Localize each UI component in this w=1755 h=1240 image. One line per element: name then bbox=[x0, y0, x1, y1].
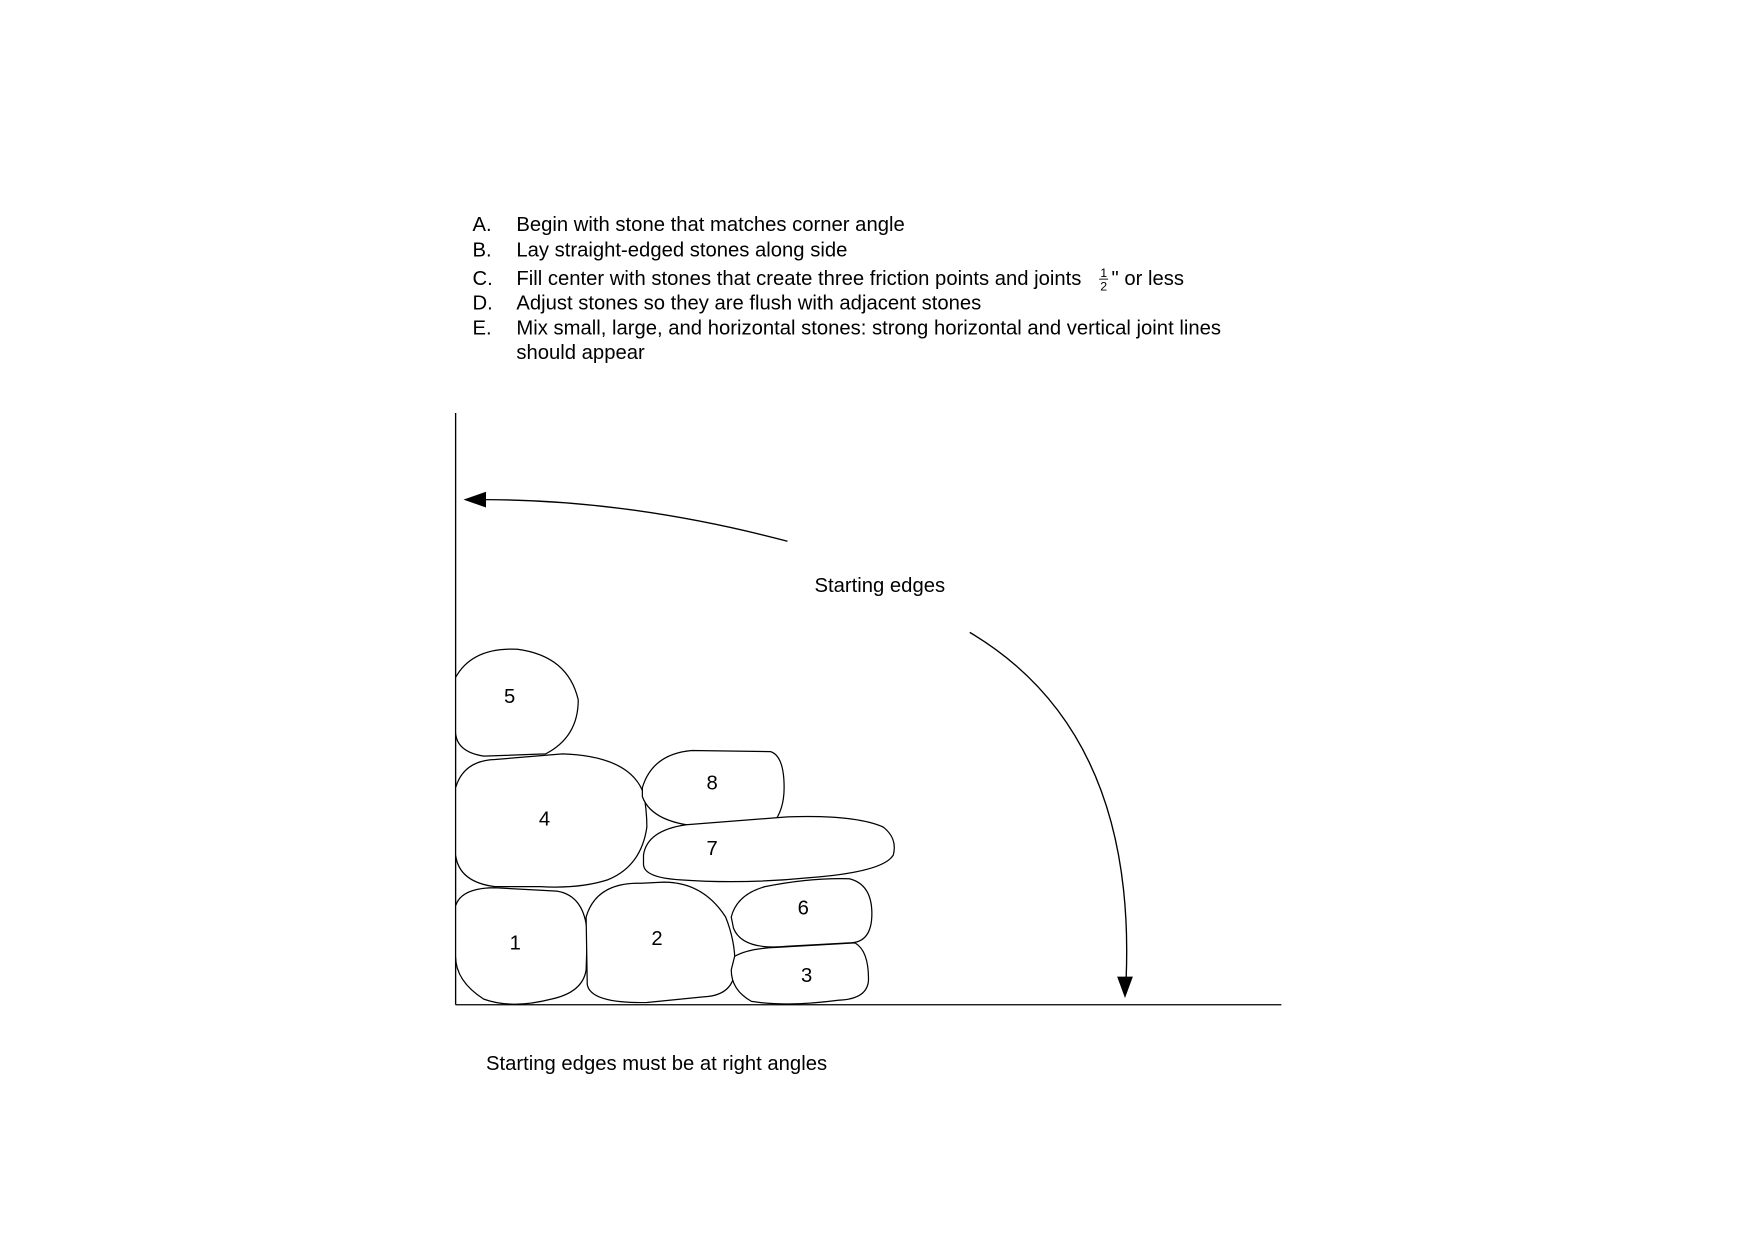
stone-label-7: 7 bbox=[706, 837, 718, 860]
stone-1 bbox=[456, 888, 588, 1004]
instruction-list bbox=[473, 214, 1221, 364]
step-letter-b: B. bbox=[472, 239, 492, 262]
step-text-c-after: " or less bbox=[1111, 267, 1184, 290]
fraction-numerator: 1 bbox=[1100, 265, 1108, 280]
diagram-caption: Starting edges must be at right angles bbox=[486, 1053, 828, 1075]
arrowhead-down-icon bbox=[1117, 977, 1133, 998]
stone-7 bbox=[644, 817, 895, 882]
stone-3 bbox=[731, 943, 868, 1004]
arrow-curve-down bbox=[970, 632, 1127, 979]
arrow-curve-up bbox=[484, 500, 788, 542]
stone-5 bbox=[456, 649, 579, 756]
stone-label-2: 2 bbox=[651, 927, 663, 950]
stone-label-5: 5 bbox=[503, 685, 516, 708]
step-letter-d: D. bbox=[472, 292, 493, 315]
arrow-label: Starting edges bbox=[814, 574, 946, 597]
arrowhead-left-icon bbox=[464, 492, 487, 508]
step-letter-c: C. bbox=[472, 267, 493, 290]
stone-label-4: 4 bbox=[538, 808, 551, 831]
step-text-c: Fill center with stones that create three friction points and joints bbox=[516, 267, 1082, 290]
stone-4 bbox=[456, 754, 647, 887]
stones bbox=[456, 649, 895, 1004]
step-text-e-line2: should appear bbox=[516, 342, 645, 364]
step-letter-a: A. bbox=[472, 213, 492, 236]
stone-label-8: 8 bbox=[706, 772, 718, 795]
step-letter-e: E. bbox=[472, 317, 492, 340]
fraction-denominator: 2 bbox=[1100, 279, 1108, 294]
stone-label-1: 1 bbox=[509, 932, 521, 955]
stone-label-3: 3 bbox=[800, 964, 813, 987]
step-text-a: Begin with stone that matches corner angle bbox=[516, 213, 905, 236]
step-text-b: Lay straight-edged stones along side bbox=[516, 239, 848, 262]
step-text-e: Mix small, large, and horizontal stones: strong horizontal and vertical joint lines bbox=[516, 317, 1221, 340]
step-text-d: Adjust stones so they are flush with adjacent stones bbox=[516, 292, 982, 315]
stone-label-6: 6 bbox=[797, 897, 809, 920]
